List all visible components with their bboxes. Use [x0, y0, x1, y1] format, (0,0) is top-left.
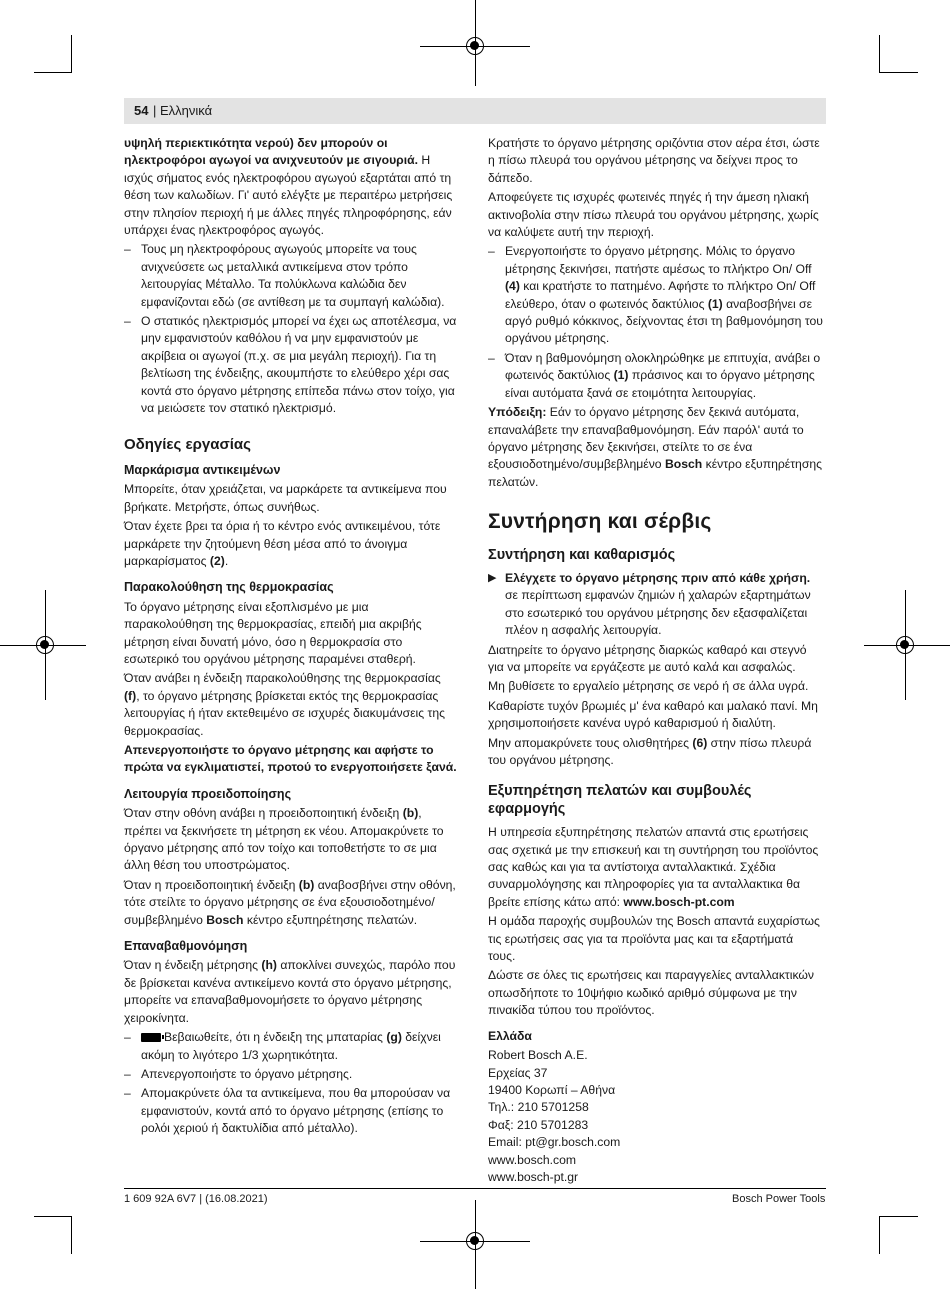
- ref: (1): [707, 296, 723, 311]
- paragraph: Μη βυθίσετε το εργαλείο μέτρησης σε νερό ή σε άλλα υγρά.: [488, 679, 809, 694]
- text: Όταν η ένδειξη μέτρησης: [124, 958, 262, 973]
- list-item: [488, 350, 823, 402]
- warning-bold: Απενεργοποιήστε το όργανο μέτρησης και αφήστε το πρώτα να εγκλιματιστεί, προτού το ενεργοποιήσετε ξανά.: [124, 743, 457, 775]
- text: Ενεργοποιήστε το όργανο μέτρησης. Μόλις το όργανο μέτρησης ξεκινήσει, πατήστε αμέσως το πλήκτρο On/ Off: [505, 244, 812, 276]
- ref: (b): [298, 877, 315, 892]
- note-paragraph: [488, 404, 823, 491]
- ref: (h): [261, 958, 277, 973]
- text: στην πίσω πλευρά του οργάνου μέτρησης.: [488, 735, 812, 767]
- intro-paragraph: [124, 135, 459, 239]
- paragraph: [124, 805, 459, 875]
- phone: Τηλ.: 210 5701258: [488, 1100, 589, 1115]
- ref: (6): [692, 735, 708, 750]
- heading-warning-function: Λειτουργία προειδοποίησης: [124, 786, 292, 801]
- text: , το όργανο μέτρησης βρίσκεται εκτός της θερμοκρασίας λειτουργίας ή ήταν εκτεθειμένο σε ισχυρές διακυμάνσεις της θερμοκρασίας.: [124, 688, 445, 738]
- list-item: – Απομακρύνετε όλα τα αντικείμενα, που θα μπορούσαν να εμφανιστούν, κοντά από το όργανο μέτρησης (επίσης το ρολόι χεριού ή δακτυλίδια από μέταλλο).: [124, 1085, 459, 1137]
- paragraph: Καθαρίστε τυχόν βρωμιές μ' ένα καθαρό και μαλακό πανί. Μη χρησιμοποιήσετε κανένα υγρό καθαρισμού ή διαλύτη.: [488, 698, 818, 731]
- note-label: Υπόδειξη:: [488, 405, 547, 420]
- crop-mark-tl-h: [34, 72, 72, 73]
- footer-rule: [124, 1188, 826, 1189]
- bold-text: Ελέγχετε το όργανο μέτρησης πριν από κάθε χρήση.: [505, 570, 811, 585]
- registration-mark-right: [896, 636, 914, 654]
- address-line: 19400 Κορωπί – Αθήνα: [488, 1082, 616, 1097]
- country-heading: Ελλάδα: [488, 1028, 532, 1043]
- battery-icon: [141, 1033, 161, 1042]
- heading-customer-service: Εξυπηρέτηση πελατών και συμβουλές εφαρμογής: [488, 783, 752, 817]
- paragraph: Δώστε σε όλες τις ερωτήσεις και παραγγελίες ανταλλακτικών οπωσδήποτε το 10ψήφιο κωδικό αριθμό σύμφωνα με την πινακίδα τύπου του προϊόντος.: [488, 968, 814, 1018]
- crop-mark-br-v: [879, 1216, 880, 1254]
- brand: Bosch: [664, 457, 703, 472]
- text: αναβοσβήνει σε αργό ρυθμό κόκκινος, δείχνοντας έτσι τη βαθμονόμηση του οργάνου μέτρησης.: [505, 296, 823, 346]
- text: Όταν η βαθμονόμηση ολοκληρώθηκε με επιτυχία, ανάβει ο φωτεινός δακτύλιος: [505, 350, 821, 383]
- text: κέντρο εξυπηρέτησης πελατών.: [488, 457, 823, 489]
- crop-mark-tr-v: [879, 35, 880, 73]
- address-block: [488, 1047, 823, 1186]
- paragraph: [124, 518, 459, 570]
- intro-bold: υψηλή περιεκτικότητα νερού) δεν μπορούν οι ηλεκτροφόροι αγωγοί να ανιχνευτούν με σιγουριά.: [124, 136, 418, 168]
- text: Μην απομακρύνετε τους ολισθητήρες: [488, 735, 693, 750]
- text: πράσινος και το όργανο μέτρησης είναι αυτόματα ξανά σε ετοιμότητα λειτουργίας.: [505, 368, 815, 400]
- email-link[interactable]: Email: pt@gr.bosch.com: [488, 1135, 621, 1150]
- text: αποκλίνει συνεχώς, παρόλο που δε βρίσκεται κανένα αντικείμενο κοντά στο όργανο μέτρησης, μπορείτε να επαναβαθμονομήσετε το όργανο μέτρησης χειροκίνητα.: [124, 958, 456, 1025]
- paragraph: [124, 957, 459, 1027]
- left-column: [124, 135, 459, 1140]
- text: αναβοσβήνει στην οθόνη, τότε στείλτε το όργανο μέτρησης σε ένα εξουσιοδοτημένο/συμβεβλημένο: [124, 877, 456, 927]
- registration-mark-top: [466, 37, 484, 55]
- paragraph: [488, 824, 823, 911]
- website-link[interactable]: www.bosch-pt.gr: [488, 1169, 579, 1184]
- paragraph: [488, 735, 823, 770]
- text: Όταν η προειδοποιητική ένδειξη: [124, 877, 299, 892]
- text: .: [224, 553, 229, 568]
- fax: Φαξ: 210 5701283: [488, 1117, 589, 1132]
- text: Βεβαιωθείτε, ότι η ένδειξη της μπαταρίας: [164, 1030, 387, 1045]
- text: Όταν ανάβει η ένδειξη παρακολούθησης της θερμοκρασίας: [124, 671, 441, 686]
- registration-mark-left: [36, 636, 54, 654]
- intro-text: Η ισχύς σήματος ενός ηλεκτροφόρου αγωγού εξαρτάται από τη θέση των καλωδίων. Γι' αυτό ελέγξτε με περαιτέρω μετρήσεις στην πλησίον περιοχή ή με άλλες πηγές πληροφόρησης, εάν υπάρχει ένας ηλεκτροφόρος αγωγός.: [124, 153, 453, 238]
- page-number: 54: [134, 103, 149, 118]
- section-title-working-instructions: Οδηγίες εργασίας: [124, 435, 251, 453]
- header-language: | Ελληνικά: [153, 103, 213, 118]
- text: δείχνει ακόμη το λιγότερο 1/3 χωρητικότητα.: [141, 1030, 441, 1062]
- paragraph: Μπορείτε, όταν χρειάζεται, να μαρκάρετε τα αντικείμενα που βρήκατε. Μετρήστε, όπως συνήθως.: [124, 482, 447, 514]
- page-header: [124, 98, 826, 124]
- text: κέντρο εξυπηρέτησης πελατών.: [243, 912, 418, 927]
- text: Όταν έχετε βρει τα όρια ή το κέντρο ενός αντικειμένου, τότε μαρκάρετε την ζητούμενη θέση μέσα από το άνοιγμα μαρκαρίσματος: [124, 519, 441, 568]
- heading-maintenance-cleaning: Συντήρηση και καθαρισμός: [488, 546, 676, 563]
- crop-mark-bl-v: [71, 1216, 72, 1254]
- paragraph: Η ομάδα παροχής συμβουλών της Bosch απαντά ευχαρίστως τις ερωτήσεις σας για τα προϊόντα μας και τα εξαρτήματά τους.: [488, 914, 820, 964]
- text: Εάν το όργανο μέτρησης δεν ξεκινά αυτόματα, επαναλάβετε την επαναβαθμονόμηση. Εάν παρόλ' αυτά το όργανο μέτρησης δεν ξεκινήσει, στείλτε το σε ένα εξουσιοδοτημένο/συμβεβλημένο: [488, 405, 804, 472]
- text: σε περίπτωση εμφανών ζημιών ή χαλαρών εξαρτημάτων στο εσωτερικό του οργάνου μέτρησης δεν εξασφαλίζεται πλέον η ασφαλής λειτουργία.: [505, 588, 811, 638]
- paragraph: [124, 877, 459, 929]
- crop-mark-br-h: [880, 1216, 918, 1217]
- text: και κρατήστε το πατημένο. Αφήστε το πλήκτρο On/ Off ελεύθερο, όταν ο φωτεινός δακτύλιος: [505, 279, 816, 311]
- paragraph: [124, 670, 459, 740]
- website-link[interactable]: www.bosch-pt.com: [623, 894, 735, 909]
- ref: (2): [209, 553, 225, 568]
- list-item: – Απενεργοποιήστε το όργανο μέτρησης.: [124, 1066, 459, 1083]
- paragraph: Το όργανο μέτρησης είναι εξοπλισμένο με μια παρακολούθηση της θερμοκρασίας, επειδή μια ακριβής μέτρηση είναι δυνατή μόνο, όσο η θερμοκρασία στο εσωτερικό του οργάνου μέτρησης παραμένει σταθερή.: [124, 599, 422, 666]
- crop-mark-tl-v: [71, 35, 72, 73]
- bullet-item: [488, 570, 823, 640]
- list-item: – Ο στατικός ηλεκτρισμός μπορεί να έχει ως αποτέλεσμα, να μην εμφανιστούν καθόλου ή να μην εμφανιστούν με ακρίβεια οι αγωγοί (π.χ. σε μια μεγάλη περιοχή). Για τη βελτίωση της ένδειξης, ακουμπήστε το ελεύθερο χέρι σας κοντά στο όργανο μέτρησης επίπεδα πάνω στον τοίχο, για να μειώσετε τον στατικό ηλεκτρισμό.: [124, 313, 459, 417]
- section-title-service: Συντήρηση και σέρβις: [488, 510, 712, 534]
- ref: (f): [124, 688, 137, 703]
- ref: (g): [386, 1030, 402, 1045]
- crop-mark-tr-h: [880, 72, 918, 73]
- brand: Bosch: [206, 912, 244, 927]
- ref: (4): [505, 279, 520, 294]
- address-line: Ερχείας 37: [488, 1065, 548, 1080]
- website-link[interactable]: www.bosch.com: [488, 1152, 577, 1167]
- paragraph: Διατηρείτε το όργανο μέτρησης διαρκώς καθαρό και στεγνό για να μπορείτε να εργάζεστε με αυτό καλά και ασφαλώς.: [488, 642, 807, 674]
- heading-recalibration: Επαναβαθμονόμηση: [124, 939, 248, 954]
- list-item: [124, 1029, 459, 1064]
- list-item: – Τους μη ηλεκτροφόρους αγωγούς μπορείτε να τους ανιχνεύσετε ως μεταλλικά αντικείμενα στον τρόπο λειτουργίας Μέταλλο. Τα πολύκλωνα καλώδια δεν εμφανίζονται εδώ (σε αντίθεση με τα συμπαγή καλώδια).: [124, 241, 459, 311]
- paragraph: Κρατήστε το όργανο μέτρησης οριζόντια στον αέρα έτσι, ώστε η πίσω πλευρά του οργάνου μέτρησης να δείχνει προς το δάπεδο.: [488, 136, 820, 185]
- registration-mark-bottom: [466, 1232, 484, 1250]
- text: Η υπηρεσία εξυπηρέτησης πελατών απαντά στις ερωτήσεις σας σχετικά με την επισκευή και τη συντήρηση του προϊόντος σας καθώς και για τα αντίστοιχα ανταλλακτικά. Σχέδια συναρμολόγησης και πληροφορίες για τα ανταλλακτικα θα βρείτε επίσης κάτω από:: [488, 825, 819, 909]
- text: , πρέπει να ξεκινήσετε τη μέτρηση εκ νέου. Απομακρύνετε το όργανο μέτρησης από τον τοίχο και τοποθετήστε το σε μια άλλη θέση του υποστρώματος.: [124, 806, 444, 873]
- address-line: Robert Bosch A.E.: [488, 1048, 588, 1063]
- ref: (b): [402, 806, 419, 821]
- ref: (1): [613, 368, 629, 383]
- right-column: [488, 135, 823, 1186]
- heading-marking: Μαρκάρισμα αντικειμένων: [124, 462, 281, 477]
- heading-temperature: Παρακολούθηση της θερμοκρασίας: [124, 580, 334, 595]
- crop-mark-bl-h: [34, 1216, 72, 1217]
- footer-doc-number: 1 609 92A 6V7 | (16.08.2021): [124, 1193, 268, 1205]
- text: Όταν στην οθόνη ανάβει η προειδοποιητική ένδειξη: [124, 806, 403, 821]
- arrow-icon: ▶: [488, 571, 497, 584]
- footer-brand: Bosch Power Tools: [732, 1193, 826, 1205]
- paragraph: Αποφεύγετε τις ισχυρές φωτεινές πηγές ή την άμεση ηλιακή ακτινοβολία στην πίσω πλευρά του οργάνου μέτρησης, χωρίς να καλύψετε αυτή την περιοχή.: [488, 190, 819, 240]
- list-item: [488, 243, 823, 347]
